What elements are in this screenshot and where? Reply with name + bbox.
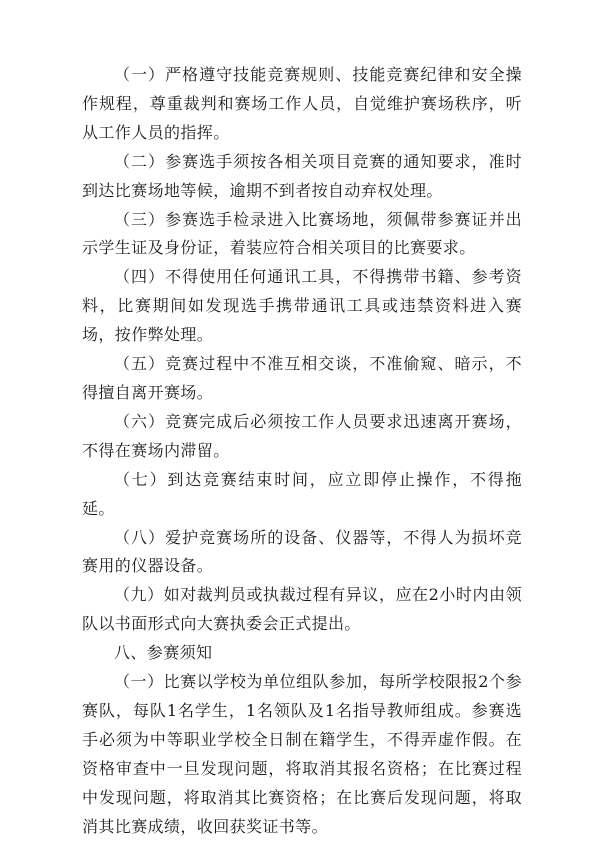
rule-paragraph-8: （八）爱护竞赛场所的设备、仪器等，不得人为损坏竞赛用的仪器设备。 [82, 527, 522, 576]
rule-paragraph-4: （四）不得使用任何通讯工具，不得携带书籍、参考资料，比赛期间如发现选手携带通讯工具或违禁资料进入赛场，按作弊处理。 [82, 267, 522, 345]
rule-paragraph-2: （二）参赛选手须按各相关项目竞赛的通知要求，准时到达比赛场地等候，逾期不到者按自动弃权处理。 [82, 151, 522, 200]
document-body [82, 61, 522, 841]
rule-paragraph-9: （九）如对裁判员或执裁过程有异议，应在2小时内由领队以书面形式向大赛执委会正式提出。 [82, 585, 522, 634]
rule-paragraph-3: （三）参赛选手检录进入比赛场地，须佩带参赛证并出示学生证及身份证，着装应符合相关项目的比赛要求。 [82, 209, 522, 258]
rule-paragraph-5: （五）竞赛过程中不准互相交谈，不准偷窥、暗示，不得擅自离开赛场。 [82, 354, 522, 402]
rule-paragraph-6: （六）竞赛完成后必须按工作人员要求迅速离开赛场，不得在赛场内滞留。 [82, 411, 522, 460]
notice-paragraph-1: （一）比赛以学校为单位组队参加，每所学校限报2个参赛队，每队1名学生，1名领队及1名指导教师组成。参赛选手必须为中等职业学校全日制在籍学生，不得弄虚作假。在资格审查中一旦发现问题，将取消其报名资格；在比赛过程中发现问题，将取消其比赛资格；在比赛后发现问题，将取消其比赛成绩，收回获奖证书等。 [82, 672, 522, 836]
rule-paragraph-1: （一）严格遵守技能竞赛规则、技能竞赛纪律和安全操作规程，尊重裁判和赛场工作人员，自觉维护赛场秩序，听从工作人员的指挥。 [82, 65, 522, 142]
rule-paragraph-7: （七）到达竞赛结束时间，应立即停止操作，不得拖延。 [82, 469, 522, 518]
section-heading: 八、参赛须知 [114, 643, 213, 663]
